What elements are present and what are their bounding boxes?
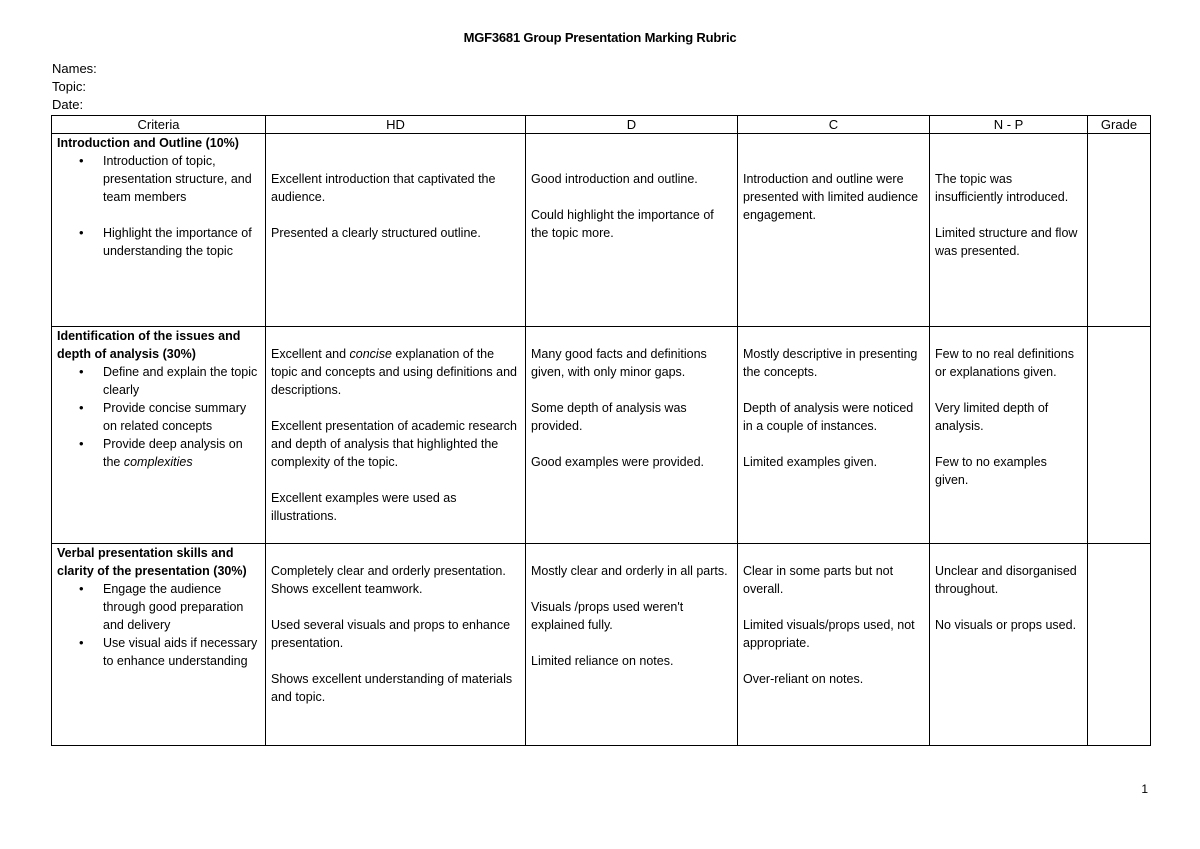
descriptor-text: Some depth of analysis was provided. (531, 401, 687, 433)
criteria-item: • Highlight the importance of understanding the topic (103, 224, 260, 260)
criteria-item: • Engage the audience through good preparation and delivery (103, 580, 260, 634)
descriptor-text: Limited examples given. (743, 455, 878, 469)
descriptor-text: Over-reliant on notes. (743, 672, 864, 686)
descriptor-text: Excellent presentation of academic research and depth of analysis that highlighted the complexity of the topic. (271, 419, 517, 469)
descriptor-text: Mostly clear and orderly in all parts. (531, 564, 728, 578)
criteria-cell (52, 134, 266, 327)
criteria-cell (52, 327, 266, 544)
descriptor-text-part: explanation of the topic and concepts and using definitions and descriptions. (271, 347, 518, 397)
criteria-title: Identification of the issues and depth of analysis (30%) (57, 329, 241, 361)
descriptor-text: Clear in some parts but not overall. (743, 564, 894, 596)
c-cell (738, 544, 930, 746)
date-field-label: Date: (52, 97, 84, 112)
grade-cell[interactable] (1088, 327, 1151, 544)
criteria-list (57, 580, 260, 670)
marking-rubric-table (51, 115, 1151, 746)
descriptor-text: Good introduction and outline. (531, 172, 698, 186)
table-row (52, 327, 1151, 544)
criteria-title: Verbal presentation skills and clarity of the presentation (30%) (57, 546, 247, 578)
column-header-hd: HD (266, 116, 526, 134)
hd-cell (266, 134, 526, 327)
descriptor-text: Completely clear and orderly presentation. Shows excellent teamwork. (271, 564, 506, 596)
criteria-item (103, 435, 260, 471)
table-row (52, 134, 1151, 327)
table-header-row (52, 116, 1151, 134)
descriptor-text: Visuals /props used weren't explained fully. (531, 600, 684, 632)
d-cell (526, 544, 738, 746)
page-number: 1 (1141, 782, 1148, 796)
document-title: MGF3681 Group Presentation Marking Rubric (463, 30, 737, 45)
descriptor-text: Introduction and outline were presented with limited audience engagement. (743, 172, 919, 222)
descriptor-text: Good examples were provided. (531, 455, 705, 469)
d-cell (526, 327, 738, 544)
descriptor-text: Few to no examples given. (935, 455, 1047, 487)
descriptor-text (271, 345, 520, 399)
grade-cell[interactable] (1088, 134, 1151, 327)
descriptor-emphasis: concise (349, 347, 392, 361)
hd-cell (266, 544, 526, 746)
header-fields (52, 60, 97, 114)
hd-cell (266, 327, 526, 544)
column-header-d: D (526, 116, 738, 134)
descriptor-text: Shows excellent understanding of materials and topic. (271, 672, 513, 704)
criteria-list (57, 152, 260, 260)
np-cell (930, 327, 1088, 544)
descriptor-text: Unclear and disorganised throughout. (935, 564, 1077, 596)
column-header-criteria: Criteria (52, 116, 266, 134)
column-header-grade: Grade (1088, 116, 1151, 134)
criteria-item: • Define and explain the topic clearly (103, 363, 260, 399)
criteria-item: • Provide concise summary on related concepts (103, 399, 260, 435)
c-cell (738, 327, 930, 544)
descriptor-text: Depth of analysis were noticed in a couple of instances. (743, 401, 914, 433)
descriptor-text: Few to no real definitions or explanations given. (935, 347, 1074, 379)
topic-field-label: Topic: (52, 79, 86, 94)
descriptor-text: Used several visuals and props to enhance presentation. (271, 618, 511, 650)
criteria-item: • Introduction of topic, presentation structure, and team members (103, 152, 260, 206)
descriptor-text: No visuals or props used. (935, 618, 1077, 632)
np-cell (930, 134, 1088, 327)
descriptor-text: The topic was insufficiently introduced. (935, 172, 1069, 204)
descriptor-text: Very limited depth of analysis. (935, 401, 1049, 433)
descriptor-text: Presented a clearly structured outline. (271, 226, 481, 240)
criteria-title: Introduction and Outline (10%) (57, 136, 239, 150)
grade-cell[interactable] (1088, 544, 1151, 746)
descriptor-text: Mostly descriptive in presenting the concepts. (743, 347, 918, 379)
descriptor-text: Excellent examples were used as illustrations. (271, 491, 457, 523)
descriptor-text: Many good facts and definitions given, with only minor gaps. (531, 347, 707, 379)
np-cell (930, 544, 1088, 746)
descriptor-text-part: Excellent and (271, 347, 350, 361)
descriptor-text: Could highlight the importance of the topic more. (531, 208, 714, 240)
descriptor-text: Limited structure and flow was presented. (935, 226, 1078, 258)
descriptor-text: Limited reliance on notes. (531, 654, 674, 668)
c-cell (738, 134, 930, 327)
column-header-np: N - P (930, 116, 1088, 134)
descriptor-text: Excellent introduction that captivated the audience. (271, 172, 496, 204)
descriptor-text: Limited visuals/props used, not appropriate. (743, 618, 915, 650)
criteria-list (57, 363, 260, 471)
criteria-item: • Use visual aids if necessary to enhance understanding (103, 634, 260, 670)
criteria-item-emphasis: complexities (123, 455, 193, 469)
column-header-c: C (738, 116, 930, 134)
names-field-label: Names: (52, 61, 97, 76)
table-row (52, 544, 1151, 746)
criteria-cell (52, 544, 266, 746)
d-cell (526, 134, 738, 327)
criteria-item-text: Provide deep analysis on the (103, 437, 243, 469)
